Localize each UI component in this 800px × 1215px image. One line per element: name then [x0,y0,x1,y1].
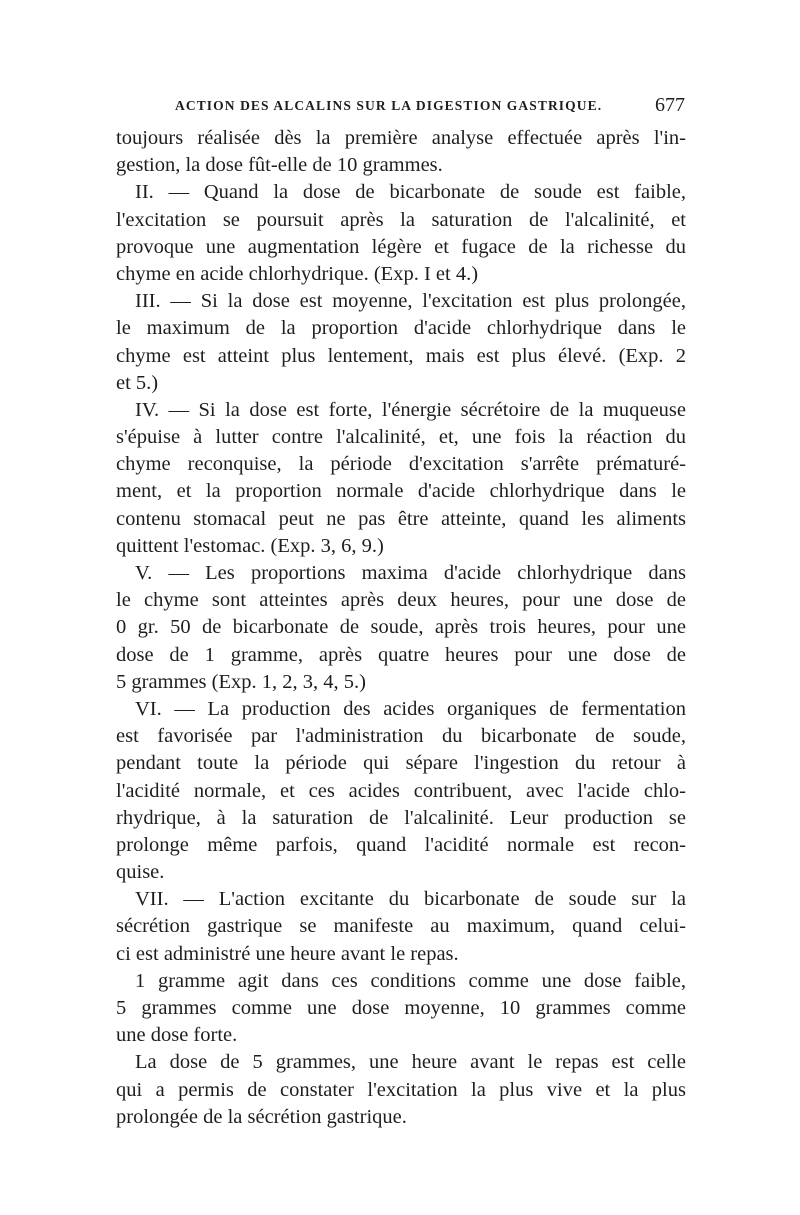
text-line: quise. [116,861,165,884]
text-line: contenu stomacal peut ne pas être atteinte, quand les aliments [116,507,686,530]
text-line: qui a permis de constater l'excitation la plus vive et la plus [116,1078,686,1101]
text-line: chyme en acide chlorhydrique. (Exp. I et 4.) [116,262,479,285]
text-line: 5 grammes (Exp. 1, 2, 3, 4, 5.) [116,670,366,693]
text-line: gestion, la dose fût-elle de 10 grammes. [116,154,443,177]
text-line: II. — Quand la dose de bicarbonate de soude est faible, [135,181,686,204]
text-line: le maximum de la proportion d'acide chlorhydrique dans le [116,317,686,340]
text-line: provoque une augmentation légère et fugace de la richesse du [116,235,686,258]
text-line: quittent l'estomac. (Exp. 3, 6, 9.) [116,534,384,557]
text-line: III. — Si la dose est moyenne, l'excitation est plus prolongée, [135,290,686,313]
text-line: prolonge même parfois, quand l'acidité normale est recon- [116,833,686,856]
text-line: IV. — Si la dose est forte, l'énergie sécrétoire de la muqueuse [135,398,686,421]
text-line: ment, et la proportion normale d'acide chlorhydrique dans le [116,480,686,503]
text-line: l'acidité normale, et ces acides contribuent, avec l'acide chlo- [116,779,686,802]
body-text [116,125,686,1131]
text-line: est favorisée par l'administration du bicarbonate de soude, [116,725,686,748]
running-header [115,94,685,120]
text-line: VI. — La production des acides organiques de fermentation [135,697,686,720]
text-line: 0 gr. 50 de bicarbonate de soude, après trois heures, pour une [116,616,686,639]
text-line: chyme est atteint plus lentement, mais est plus élevé. (Exp. 2 [116,344,686,367]
text-line: et 5.) [116,371,159,394]
text-line: une dose forte. [116,1024,238,1047]
text-line: ci est administré une heure avant le repas. [116,942,459,965]
text-line: sécrétion gastrique se manifeste au maximum, quand celui- [116,915,686,938]
text-line: 1 gramme agit dans ces conditions comme une dose faible, [135,969,686,992]
text-line: rhydrique, à la saturation de l'alcalinité. Leur production se [116,806,686,829]
page-number: 677 [655,94,685,116]
text-line: pendant toute la période qui sépare l'ingestion du retour à [116,752,686,775]
text-line: le chyme sont atteintes après deux heures, pour une dose de [116,589,686,612]
text-line: toujours réalisée dès la première analyse effectuée après l'in- [116,127,686,149]
text-line: dose de 1 gramme, après quatre heures pour une dose de [116,643,686,666]
text-line: l'excitation se poursuit après la saturation de l'alcalinité, et [116,208,686,231]
text-line: s'épuise à lutter contre l'alcalinité, et, une fois la réaction du [116,426,686,449]
running-title: ACTION DES ALCALINS SUR LA DIGESTION GASTRIQUE. [175,98,603,113]
text-line: 5 grammes comme une dose moyenne, 10 grammes comme [116,997,686,1019]
text-line: prolongée de la sécrétion gastrique. [116,1105,407,1128]
text-line: VII. — L'action excitante du bicarbonate de soude sur la [135,888,686,911]
text-line: V. — Les proportions maxima d'acide chlorhydrique dans [135,562,686,584]
text-line: chyme reconquise, la période d'excitation s'arrête prématuré- [116,453,686,476]
text-line: La dose de 5 grammes, une heure avant le repas est celle [135,1051,686,1074]
